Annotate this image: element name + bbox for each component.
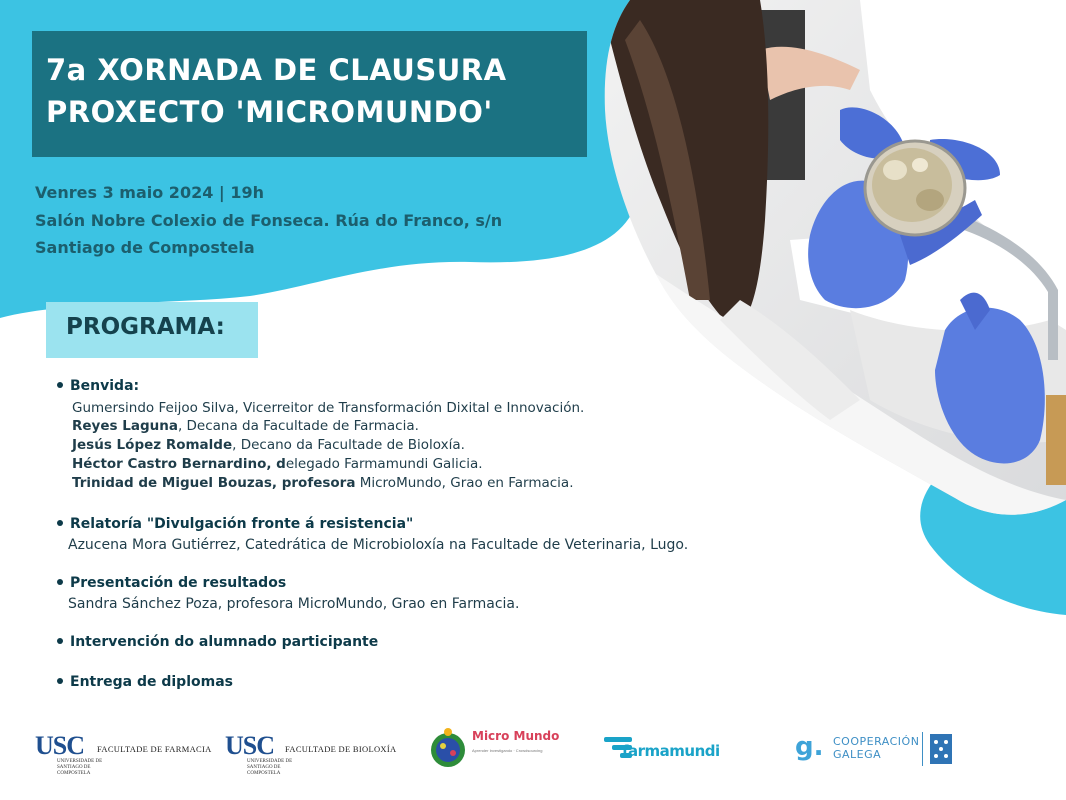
usc-small-text: UNIVERSIDADE DE SANTIAGO DE COMPOSTELA: [57, 759, 103, 776]
lab-photo: [600, 0, 1066, 520]
logo-usc-bioloxia: [225, 731, 397, 776]
usc-small-text: UNIVERSIDADE DE SANTIAGO DE COMPOSTELA: [247, 759, 293, 776]
cooperacion-divider: [922, 732, 923, 766]
presentacion-heading: Presentación de resultados: [70, 575, 287, 591]
logo-micromundo: [428, 724, 558, 774]
benvida-line-3-bold: Jesús López Romalde: [72, 437, 233, 453]
benvida-line-1: [72, 400, 584, 416]
title-banner: [32, 31, 587, 157]
usc-mark: USC: [35, 731, 85, 760]
benvida-line-4: [72, 456, 483, 472]
presentacion-line: Sandra Sánchez Poza, profesora MicroMundo, Grao en Farmacia.: [68, 596, 520, 612]
programa-item-relatoria: [57, 516, 413, 532]
bullet-icon: [57, 638, 63, 644]
benvida-line-3: [72, 437, 465, 453]
benvida-heading: Benvida:: [70, 378, 140, 394]
benvida-line-5: [72, 475, 574, 491]
entrega-heading: Entrega de diplomas: [70, 674, 233, 690]
programa-item-intervencion: [57, 634, 378, 650]
bullet-icon: [57, 520, 63, 526]
event-city: Santiago de Compostela: [35, 238, 255, 257]
usc-faculty-label: FACULTADE DE BIOLOXÍA: [285, 744, 397, 754]
micromundo-emblem-icon: [428, 726, 468, 772]
programa-item-presentacion: [57, 575, 286, 591]
relatoria-line: Azucena Mora Gutiérrez, Catedrática de Microbioloxía na Facultade de Veterinaria, Lugo.: [68, 537, 689, 553]
cooperacion-line-2: GALEGA: [833, 748, 882, 761]
programa-item-entrega: [57, 674, 233, 690]
intervencion-heading: Intervención do alumnado participante: [70, 634, 379, 650]
programa-item-benvida: [57, 378, 139, 394]
xunta-shield-icon: [930, 734, 952, 764]
programa-banner: [46, 302, 258, 358]
title-line-2: PROXECTO 'MICROMUNDO': [46, 95, 493, 129]
event-date: Venres 3 maio 2024 | 19h: [35, 183, 264, 202]
event-venue: Salón Nobre Colexio de Fonseca. Rúa do Franco, s/n: [35, 211, 503, 230]
usc-faculty-label: FACULTADE DE FARMACIA: [97, 744, 212, 754]
relatoria-heading: Relatoría "Divulgación fronte á resistencia": [70, 516, 414, 532]
programa-label: PROGRAMA:: [66, 314, 225, 340]
usc-mark: USC: [225, 731, 275, 760]
benvida-line-2-rest: , Decana da Facultade de Farmacia.: [177, 418, 419, 434]
logo-farmamundi: [604, 730, 720, 770]
benvida-line-1-rest: Gumersindo Feijoo Silva, Vicerreitor de Transformación Dixital e Innovación.: [72, 400, 585, 416]
farmamundi-name: farmamundi: [622, 742, 720, 760]
logo-cooperacion-galega: [795, 730, 955, 770]
bullet-icon: [57, 382, 63, 388]
benvida-line-5-bold: Trinidad de Miguel Bouzas, profesora: [72, 475, 356, 491]
benvida-line-5-rest: MicroMundo, Grao en Farmacia.: [355, 475, 574, 491]
title-line-1: 7a XORNADA DE CLAUSURA: [46, 53, 507, 87]
benvida-line-3-rest: , Decano da Facultade de Bioloxía.: [232, 437, 465, 453]
benvida-line-2: [72, 418, 419, 434]
benvida-line-2-bold: Reyes Laguna: [72, 418, 178, 434]
logo-usc-farmacia: [35, 731, 212, 776]
bullet-icon: [57, 678, 63, 684]
micromundo-name: Micro Mundo: [472, 729, 560, 743]
benvida-line-4-bold: Héctor Castro Bernardino, d: [72, 456, 286, 472]
bullet-icon: [57, 579, 63, 585]
cooperacion-g-mark: g.: [795, 732, 824, 762]
benvida-line-4-rest: elegado Farmamundi Galicia.: [285, 456, 483, 472]
cooperacion-line-1: COOPERACIÓN: [833, 735, 920, 748]
micromundo-subtitle: Aprender Investigando · Crowdsourcing: [472, 748, 543, 753]
